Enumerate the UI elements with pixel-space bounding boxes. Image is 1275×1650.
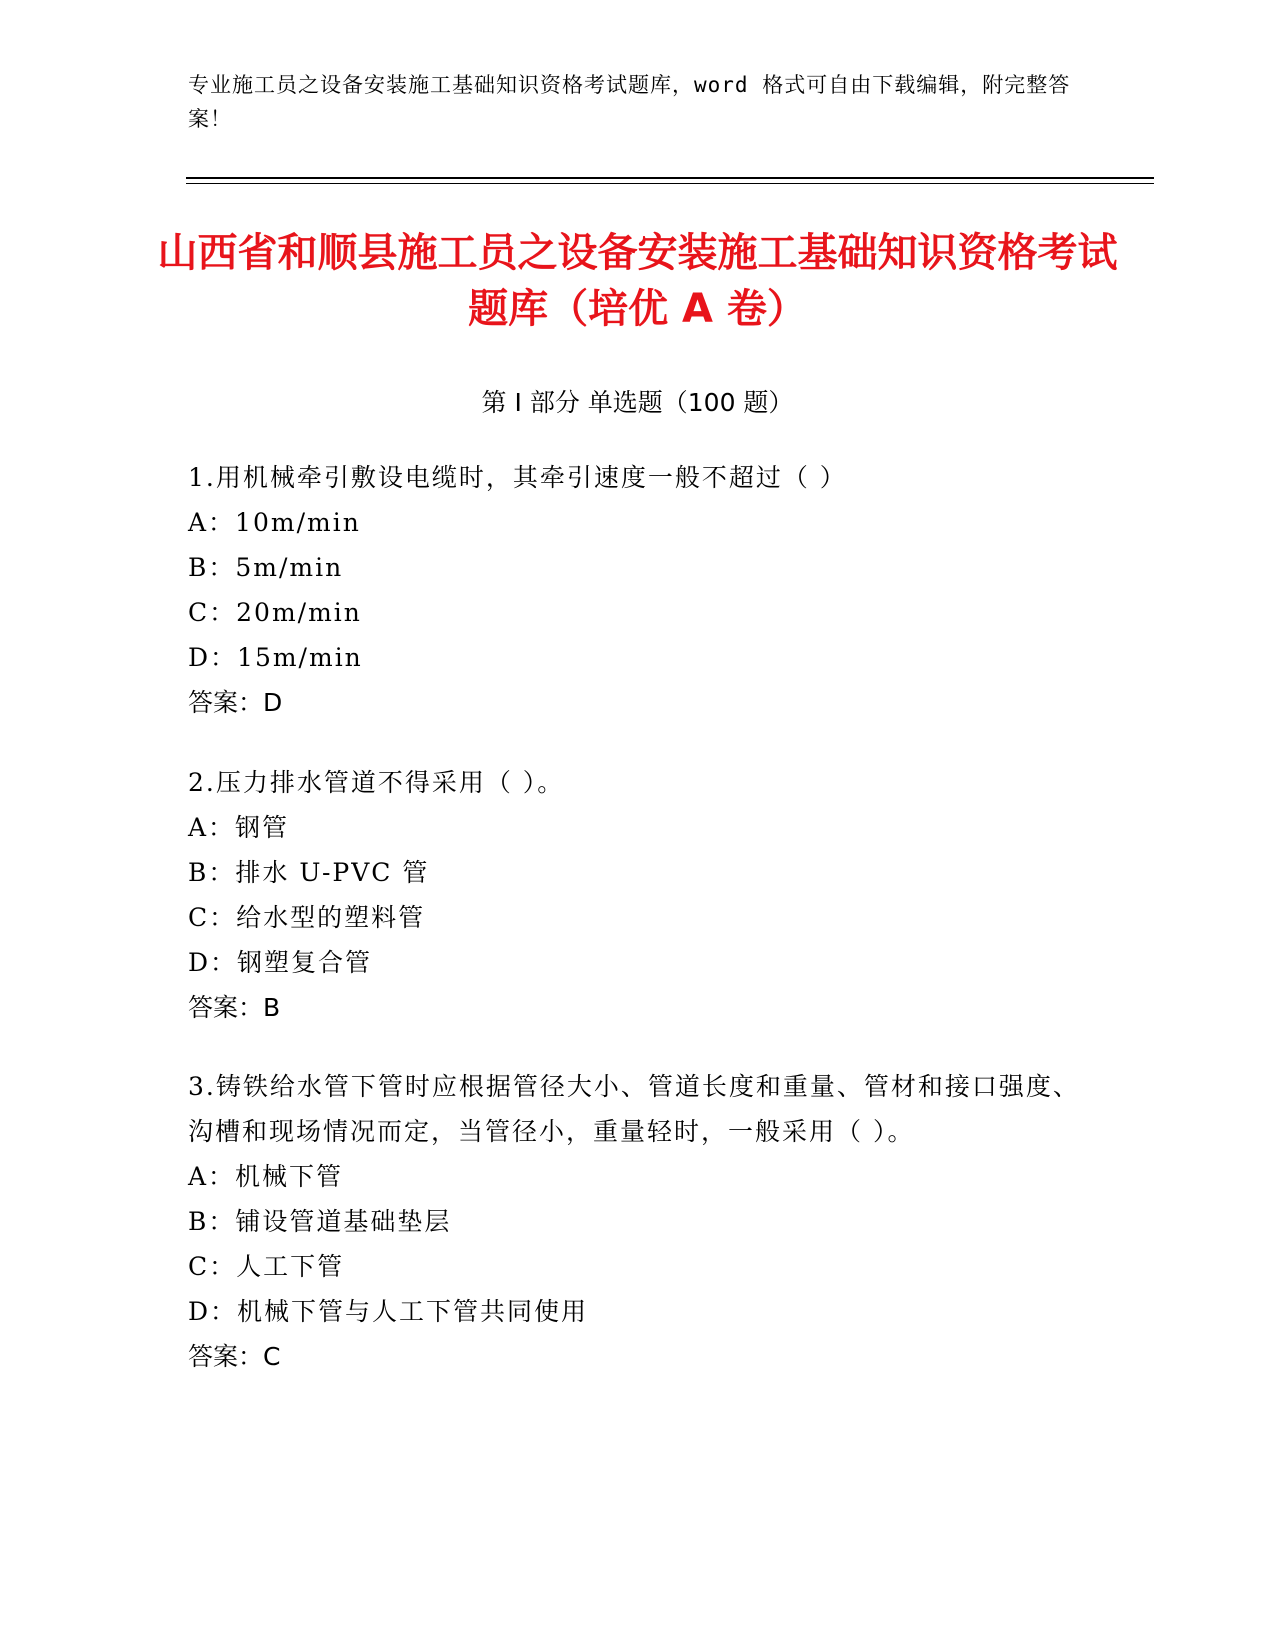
- option-d: D：钢塑复合管: [188, 948, 373, 977]
- answer-label: 答案：: [188, 1342, 264, 1371]
- option-a: A：10m/min: [188, 508, 361, 537]
- option-b: B：铺设管道基础垫层: [188, 1207, 452, 1236]
- header-divider-thick: [186, 177, 1154, 179]
- answer-label: 答案：: [188, 993, 264, 1022]
- document-title: 山西省和顺县施工员之设备安装施工基础知识资格考试题库（培优 A 卷）: [157, 230, 1118, 332]
- answer-line: [188, 1334, 1088, 1379]
- question-2: [188, 760, 1088, 1030]
- section-heading: 第 I 部分 单选题（100 题）: [481, 388, 794, 417]
- answer-value: B: [263, 993, 281, 1022]
- answer-line: [188, 985, 1088, 1030]
- option-d: D：15m/min: [188, 643, 363, 672]
- answer-label: 答案：: [188, 688, 264, 717]
- option-d: D：机械下管与人工下管共同使用: [188, 1297, 589, 1326]
- option-c: C：给水型的塑料管: [188, 903, 426, 932]
- header-divider-thin: [186, 183, 1154, 184]
- option-a: A：机械下管: [188, 1162, 344, 1191]
- option-c: C：人工下管: [188, 1252, 345, 1281]
- question-text: 1.用机械牵引敷设电缆时，其牵引速度一般不超过（ ）: [188, 463, 847, 492]
- question-3: [188, 1064, 1088, 1379]
- answer-value: C: [263, 1342, 281, 1371]
- option-b: B：5m/min: [188, 553, 344, 582]
- option-c: C：20m/min: [188, 598, 362, 627]
- question-text: 3.铸铁给水管下管时应根据管径大小、管道长度和重量、管材和接口强度、沟槽和现场情况而定，当管径小，重量轻时，一般采用（ ）。: [188, 1072, 1080, 1146]
- header-note: 专业施工员之设备安装施工基础知识资格考试题库，word 格式可自由下载编辑，附完整答案！: [188, 73, 1071, 131]
- answer-value: D: [263, 688, 283, 717]
- option-a: A：钢管: [188, 813, 290, 842]
- answer-line: [188, 680, 1088, 725]
- question-text: 2.压力排水管道不得采用（ ）。: [188, 768, 565, 797]
- option-b: B：排水 U-PVC 管: [188, 858, 430, 887]
- question-1: [188, 455, 1088, 725]
